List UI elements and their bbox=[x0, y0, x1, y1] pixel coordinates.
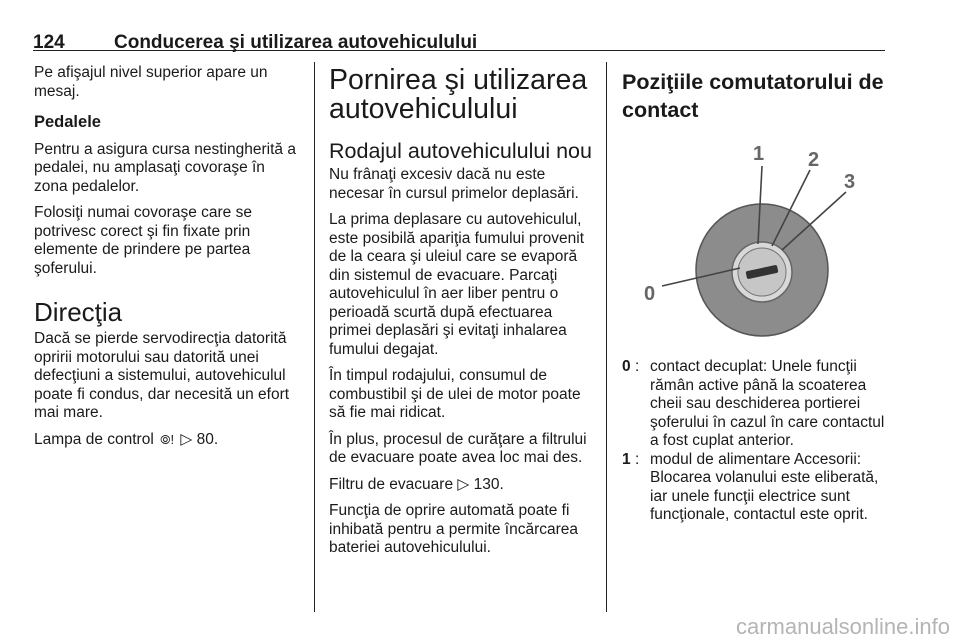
paragraph: Funcţia de oprire automată poate fi inhibată pentru a permite încărcarea bateriei autovehiculului. bbox=[329, 502, 579, 556]
section-heading-directia: Direcţia bbox=[34, 297, 123, 327]
section-heading-rodaj: Rodajul autovehiculului nou bbox=[329, 139, 592, 163]
definition-text: modul de alimentare Accesorii: Blocarea volanului este eliberată, iar unele funcţii electrice sunt funcţionale, contactul este oprit. bbox=[650, 450, 879, 523]
page-header bbox=[33, 10, 885, 51]
paragraph: În plus, procesul de curăţare a filtrului de evacuare poate avea loc mai des. bbox=[329, 430, 587, 466]
definition-item bbox=[622, 451, 890, 525]
page-reference-link[interactable]: 80. bbox=[196, 430, 219, 448]
reference-arrow: ▷ bbox=[180, 430, 193, 448]
watermark-link[interactable]: carmanualsonline.info bbox=[735, 614, 950, 639]
definition-key: 0 bbox=[622, 358, 631, 375]
label-1: 1 bbox=[753, 143, 765, 165]
label-2: 2 bbox=[808, 149, 820, 171]
label-3: 3 bbox=[844, 171, 856, 193]
control-lamp-text: Lampa de control bbox=[34, 430, 154, 448]
column-divider bbox=[314, 62, 315, 612]
definition-separator: : bbox=[635, 358, 640, 375]
paragraph: Dacă se pierde servodirecţia datorită opririi motorului sau datorită unei defecţiuni a sistemului, autovehiculul poate fi condus, dar necesită un efort mai mare. bbox=[34, 330, 290, 421]
filter-text: Filtru de evacuare bbox=[329, 475, 454, 493]
page-number: 124 bbox=[33, 32, 65, 53]
paragraph: La prima deplasare cu autovehiculul, este posibilă apariţia fumului provenit de la ceara şi uleiul care se evaporă din sistemul de evacuare. Parcaţi autovehiculul în aer liber pentru o perioadă scurtă după efectuarea primei deplasări şi evitaţi inhalarea fumului degajat. bbox=[329, 211, 585, 358]
column-middle bbox=[329, 64, 593, 566]
paragraph: Pe afişajul nivel superior apare un mesaj. bbox=[34, 64, 268, 100]
definition-item bbox=[622, 358, 890, 451]
paragraph-control-lamp bbox=[34, 431, 302, 450]
paragraph: Folosiţi numai covoraşe care se potrivesc corect şi fin fixate prin elemente de prindere pe partea şoferului. bbox=[34, 204, 252, 277]
column-left bbox=[34, 64, 302, 457]
ignition-switch-figure bbox=[622, 130, 886, 350]
section-heading-ignition: Poziţiile comutatorului de contact bbox=[622, 70, 884, 122]
definition-key: 1 bbox=[622, 450, 631, 468]
label-0: 0 bbox=[644, 283, 656, 305]
steering-warning-icon: ⦾! bbox=[160, 431, 175, 447]
chapter-heading: Pornirea şi utilizarea autovehiculului bbox=[329, 64, 588, 125]
paragraph: Nu frânaţi excesiv dacă nu este necesar în cursul primelor deplasări. bbox=[329, 166, 579, 202]
paragraph-filter bbox=[329, 476, 593, 495]
paragraph: În timpul rodajului, consumul de combustibil şi de ulei de motor poate să fie mai ridicat. bbox=[329, 367, 581, 421]
running-title: Conducerea şi utilizarea autovehiculului bbox=[114, 32, 478, 53]
column-right bbox=[622, 64, 890, 525]
reference-arrow: ▷ bbox=[457, 475, 470, 493]
definition-text: contact decuplat: Unele funcţii rămân active până la scoaterea cheii sau deschiderea portierei şoferului în cazul în care contactul a fost cuplat anterior. bbox=[650, 358, 885, 449]
page-reference-link[interactable]: 130. bbox=[473, 475, 504, 493]
ignition-switch-illustration bbox=[622, 130, 886, 350]
section-heading-pedale: Pedalele bbox=[34, 113, 101, 131]
column-divider bbox=[606, 62, 607, 612]
paragraph: Pentru a asigura cursa nestingherită a pedalei, nu amplasaţi covoraşe în zona pedalelor. bbox=[34, 140, 296, 195]
definition-separator: : bbox=[635, 450, 640, 468]
